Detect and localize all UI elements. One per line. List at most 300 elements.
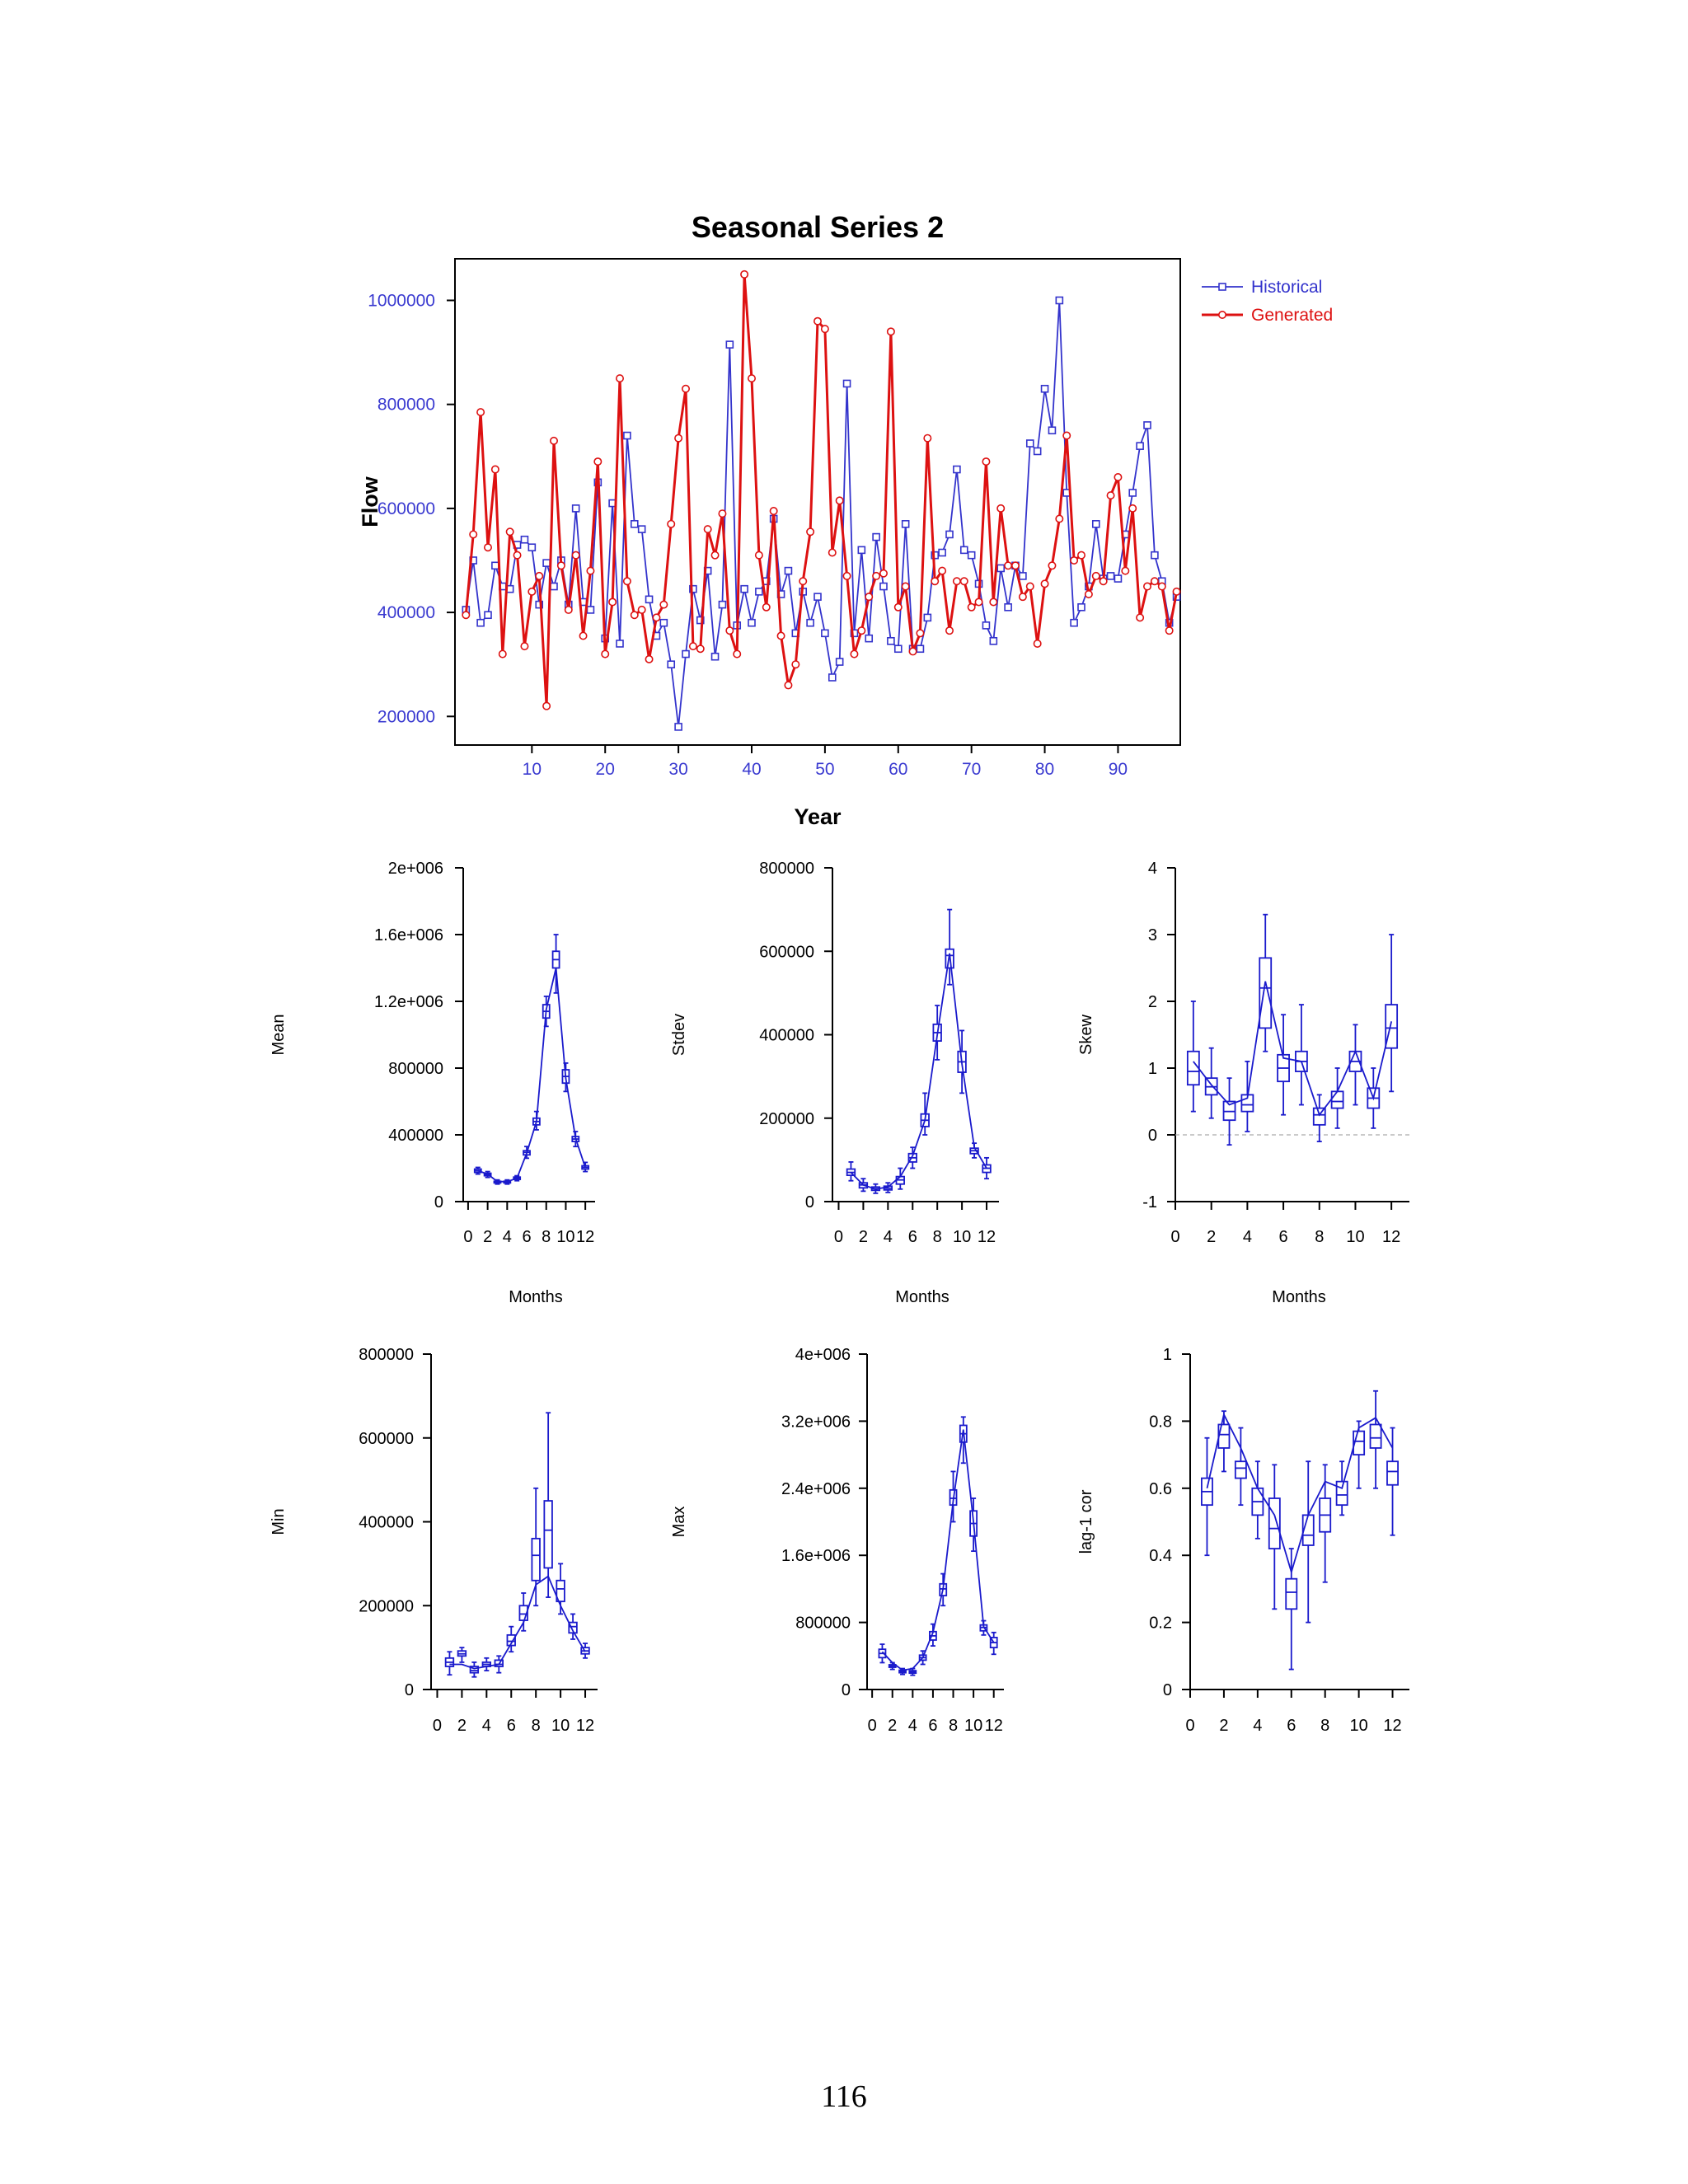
panel-max [670,1346,1004,1735]
iqr-box [1332,1091,1343,1108]
data-point [814,318,821,325]
data-point [1137,614,1143,621]
box-month [458,1647,467,1662]
data-point [792,661,799,668]
iqr-box [1337,1482,1348,1505]
y-tick-label: 400000 [759,1026,814,1045]
iqr-box [1286,1579,1296,1610]
box-month [930,1624,936,1646]
y-tick-label: 0 [1162,1681,1172,1699]
iqr-box [1259,958,1271,1028]
data-point [909,648,916,654]
y-tick-label: 1 [1162,1346,1172,1364]
box-month [1252,1461,1263,1539]
data-point [719,510,725,517]
box-month [908,1147,917,1168]
x-axis-label: Year [794,804,842,829]
data-point [902,583,908,589]
data-point [1108,573,1114,579]
data-point [521,537,528,543]
data-point [837,658,843,665]
data-point [785,568,791,574]
data-point [982,458,989,465]
x-axis-label: Months [1272,1288,1326,1306]
data-point [903,521,909,527]
data-point [865,635,872,642]
legend-marker [1219,312,1226,318]
data-point [726,627,733,634]
y-axis-label: Flow [358,476,382,527]
data-point [822,630,828,636]
box-month [483,1658,491,1671]
data-point [917,645,923,652]
data-point [1042,386,1048,392]
box-month [1332,1068,1343,1128]
x-tick-label: 2 [483,1228,493,1246]
data-point [492,562,499,569]
data-point [646,596,653,602]
data-point [954,578,960,584]
y-tick-label: 0 [841,1681,851,1699]
data-point [785,682,791,688]
data-point [1129,490,1136,496]
x-tick-label: 70 [961,760,982,779]
data-point [704,526,710,532]
y-axis-label: Mean [270,1014,288,1056]
x-tick-label: 6 [907,1228,917,1246]
y-tick-label: 4e+006 [795,1346,851,1364]
x-tick-label: 90 [1108,760,1128,779]
data-point [485,544,491,551]
box-month [1303,1461,1314,1622]
data-point [675,435,682,442]
data-point [799,578,806,584]
data-point [880,583,887,590]
box-month [471,1662,479,1677]
data-point [807,528,814,535]
x-tick-label: 6 [928,1717,938,1735]
data-point [924,614,931,621]
x-tick-label: 8 [531,1717,541,1735]
data-point [602,650,608,657]
y-tick-label: 200000 [359,1597,414,1616]
box-month [544,1413,552,1597]
data-point [954,466,960,473]
data-point [756,551,762,558]
chart-title: Seasonal Series 2 [691,210,945,244]
y-tick-label: 2.4e+006 [781,1479,851,1498]
x-tick-label: 2 [457,1717,467,1735]
iqr-box [1188,1052,1199,1085]
data-point [638,607,645,613]
data-point [924,435,931,442]
x-axis-label: Months [509,1288,563,1306]
data-point [990,638,996,644]
box-month [1206,1048,1217,1118]
y-tick-label: 0.2 [1149,1614,1172,1633]
data-point [1093,521,1100,527]
data-point [961,546,968,553]
data-point [485,612,491,618]
x-tick-label: 10 [522,760,542,779]
data-point [682,651,689,658]
data-point [1027,583,1034,589]
x-tick-label: 0 [1185,1717,1195,1735]
x-tick-label: 40 [742,760,762,779]
data-point [639,526,645,532]
data-point [961,578,968,584]
panel-min [270,1346,598,1735]
data-point [690,643,696,649]
data-point [741,271,748,278]
data-point [1020,593,1026,600]
iqr-box [1387,1461,1398,1484]
data-point [1122,567,1128,574]
data-point [997,565,1004,571]
data-point [587,567,593,574]
data-point [931,578,938,584]
y-tick-label: 800000 [759,860,814,878]
data-point [1165,627,1172,634]
data-point [858,627,865,634]
data-point [492,466,499,472]
box-month [1387,1428,1398,1535]
box-month [1224,1078,1236,1145]
data-point [1056,297,1062,303]
x-tick-label: 0 [1170,1228,1180,1246]
data-point [565,607,572,613]
box-month [446,1652,454,1675]
series-line [466,274,1176,706]
x-tick-label: 2 [888,1717,898,1735]
data-point [1063,432,1070,438]
y-tick-label: 600000 [359,1429,414,1448]
y-tick-label: 200000 [377,707,435,727]
box-month [982,1158,991,1179]
x-tick-label: 12 [1382,1228,1401,1246]
historical-line [882,1430,993,1671]
data-point [756,588,762,595]
data-point [682,386,689,392]
x-tick-label: 0 [833,1228,844,1246]
data-point [1144,583,1151,589]
data-point [939,567,945,574]
data-point [1005,562,1011,569]
data-point [653,614,659,621]
y-tick-label: 0 [434,1193,443,1212]
data-point [1012,562,1019,569]
data-point [1114,575,1121,582]
y-tick-label: 400000 [388,1127,443,1145]
y-tick-label: 600000 [377,499,435,518]
data-point [829,674,836,681]
box-month [1349,1024,1361,1104]
data-point [726,341,733,348]
data-point [1151,578,1158,584]
data-point [1129,505,1136,512]
y-axis-label: Skew [1077,1015,1095,1055]
x-tick-label: 0 [463,1228,473,1246]
y-tick-label: 0.8 [1149,1413,1172,1432]
x-tick-label: 10 [952,1228,972,1246]
x-tick-label: 12 [1383,1717,1402,1735]
data-point [1027,440,1034,447]
x-tick-label: 4 [502,1228,512,1246]
data-point [499,650,506,657]
data-point [536,573,542,579]
data-point [543,702,550,709]
x-tick-label: 4 [481,1717,491,1735]
data-point [822,326,828,332]
y-axis-label: Stdev [670,1013,688,1057]
seasonal-series-chart [358,210,1333,829]
legend-marker [1219,284,1226,290]
data-point [836,497,842,504]
panel-lag-1-cor [1077,1346,1409,1735]
iqr-box [1269,1498,1280,1549]
data-point [1020,573,1026,579]
iqr-box [1236,1461,1246,1478]
data-point [587,607,593,613]
y-tick-label: 800000 [377,395,435,415]
y-tick-label: 1 [1147,1060,1157,1078]
y-axis-label: lag-1 cor [1077,1489,1095,1554]
box-month [1269,1465,1280,1609]
data-point [506,528,513,535]
data-point [946,531,953,537]
data-point [1107,492,1114,499]
y-tick-label: 0 [1147,1127,1157,1145]
y-tick-label: 1.6e+006 [374,926,443,944]
data-point [573,505,579,512]
y-tick-label: 400000 [377,603,435,623]
data-point [917,630,923,636]
data-point [982,622,989,629]
panel-stdev [670,860,999,1306]
data-point [770,508,776,514]
data-point [528,544,535,551]
data-point [748,375,755,382]
x-tick-label: 10 [964,1717,983,1735]
x-tick-label: 10 [551,1717,570,1735]
x-tick-label: 8 [542,1228,551,1246]
data-point [609,598,616,605]
x-tick-label: 8 [948,1717,959,1735]
data-point [946,627,953,634]
data-point [858,546,865,553]
data-point [829,549,836,555]
iqr-box [1371,1424,1381,1447]
data-point [895,604,902,611]
x-tick-label: 30 [668,760,688,779]
data-point [1114,474,1121,480]
data-point [711,551,718,558]
data-point [551,583,557,590]
data-point [462,612,469,618]
x-axis-label: Months [895,1288,950,1306]
box-month [1202,1438,1212,1555]
data-point [1100,578,1106,584]
data-point [645,656,652,663]
box-month [1278,1015,1289,1115]
data-point [968,604,974,611]
y-tick-label: 2e+006 [387,860,443,878]
historical-line [1193,982,1391,1115]
x-tick-label: 4 [1242,1228,1252,1246]
panel-mean [270,860,595,1306]
x-tick-label: 4 [1253,1717,1263,1735]
x-tick-label: 80 [1034,760,1055,779]
y-tick-label: 1.2e+006 [374,993,443,1011]
x-tick-label: 0 [867,1717,877,1735]
data-point [1159,583,1165,589]
data-point [873,534,879,541]
page-number: 116 [821,2079,867,2114]
y-tick-label: 3 [1147,926,1157,944]
box-month [553,935,560,993]
data-point [1034,448,1041,454]
y-tick-label: 1.6e+006 [781,1547,851,1566]
data-point [660,601,667,607]
data-point [873,573,879,579]
box-month [1371,1391,1381,1488]
data-point [579,632,586,639]
y-tick-label: 3.2e+006 [781,1413,851,1432]
data-point [748,620,755,626]
y-tick-label: 0.4 [1149,1547,1172,1566]
y-tick-label: 4 [1147,860,1157,878]
data-point [1056,515,1062,522]
data-point [594,458,601,465]
x-tick-label: 10 [1346,1228,1365,1246]
x-tick-label: 8 [1320,1717,1330,1735]
x-tick-label: 0 [432,1717,443,1735]
data-point [617,640,623,647]
box-month [1286,1549,1296,1670]
data-point [888,638,894,644]
data-point [1005,604,1011,611]
box-month [1296,1005,1307,1105]
data-point [558,562,565,569]
x-tick-label: 4 [883,1228,893,1246]
box-month [1188,1001,1199,1112]
data-point [1048,562,1055,569]
data-point [844,380,851,387]
x-tick-label: 2 [1219,1717,1229,1735]
data-point [477,409,484,415]
data-point [712,654,719,660]
data-point [990,598,996,605]
y-tick-label: 2 [1147,993,1157,1011]
data-point [528,588,535,595]
x-tick-label: 6 [522,1228,532,1246]
data-point [477,620,484,626]
data-point [741,586,748,593]
data-point [1048,427,1055,434]
x-tick-label: 2 [858,1228,868,1246]
panel-skew [1077,860,1409,1306]
x-tick-label: 10 [1349,1717,1368,1735]
data-point [668,661,674,668]
data-point [719,602,725,608]
box-month [1353,1421,1364,1488]
data-point [1085,591,1092,598]
data-point [968,552,975,559]
data-point [1144,422,1151,429]
data-point [1078,551,1085,558]
data-point [631,521,638,527]
legend-label: Generated [1251,306,1334,325]
y-tick-label: 1000000 [368,291,435,311]
data-point [1041,580,1048,587]
data-point [543,560,550,566]
data-point [675,724,682,730]
x-tick-label: 20 [595,760,615,779]
data-point [1078,604,1085,611]
y-tick-label: 200000 [759,1109,814,1128]
iqr-box [532,1539,540,1581]
y-tick-label: 0 [404,1681,414,1699]
y-tick-label: 400000 [359,1513,414,1532]
legend-label: Historical [1251,278,1323,297]
data-point [551,438,557,444]
data-point [1034,640,1040,647]
x-tick-label: 12 [977,1228,996,1246]
data-point [660,620,667,626]
x-tick-label: 12 [576,1228,595,1246]
legend [1202,278,1333,325]
x-tick-label: 6 [506,1717,516,1735]
data-point [1173,588,1179,595]
data-point [939,550,945,556]
y-tick-label: 800000 [795,1614,851,1633]
y-tick-label: 800000 [359,1346,414,1364]
data-point [851,650,857,657]
data-point [1137,443,1143,449]
data-point [814,593,821,600]
box-month [1218,1411,1229,1471]
data-point [734,650,740,657]
data-point [470,531,476,537]
box-month [847,1162,856,1181]
data-point [997,505,1004,512]
data-point [1071,620,1077,626]
box-month [1386,935,1397,1091]
data-point [572,551,579,558]
data-point [895,645,902,652]
x-tick-label: 10 [556,1228,575,1246]
data-point [668,521,674,527]
x-tick-label: 8 [1315,1228,1325,1246]
iqr-box [544,1501,552,1568]
box-month [532,1488,540,1605]
x-tick-label: 8 [932,1228,942,1246]
data-point [807,620,814,626]
data-point [513,551,520,558]
x-tick-label: 12 [575,1717,595,1735]
y-tick-label: -1 [1142,1193,1157,1212]
x-tick-label: 4 [907,1717,917,1735]
data-point [624,433,631,439]
x-tick-label: 60 [889,760,908,779]
data-point [888,328,894,335]
x-tick-label: 2 [1207,1228,1217,1246]
data-point [763,604,770,611]
y-tick-label: 600000 [759,943,814,962]
y-axis-label: Min [270,1508,288,1535]
data-point [697,645,704,652]
data-point [880,570,887,577]
